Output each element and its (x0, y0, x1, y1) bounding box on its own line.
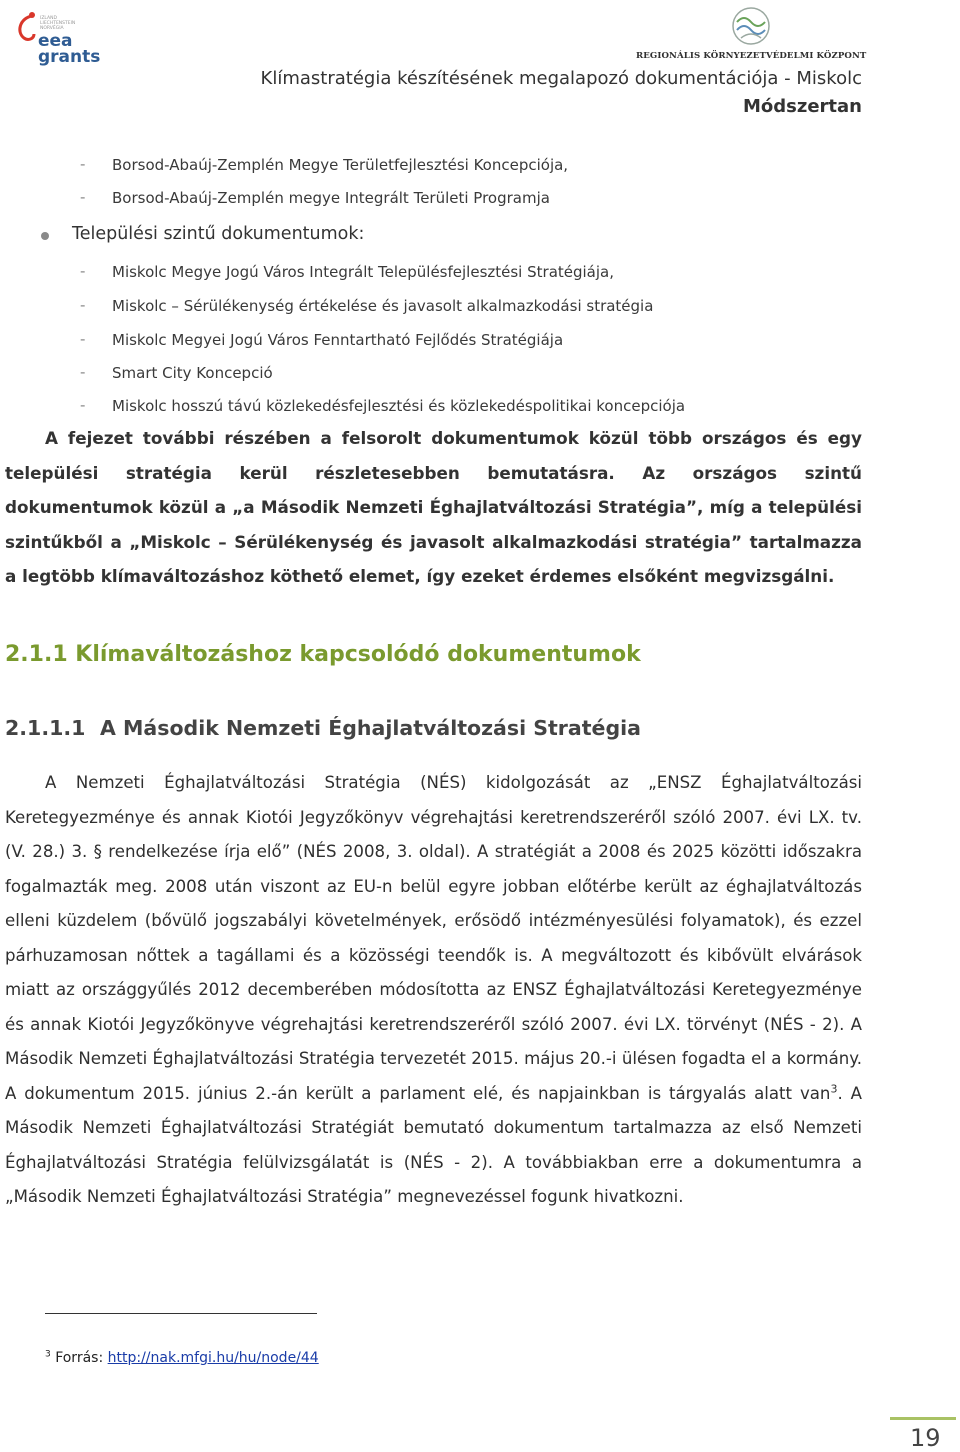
subsection-heading (5, 716, 641, 740)
logo-eea-text: eea (38, 31, 73, 51)
body-paragraph (5, 766, 862, 1215)
footnote-link[interactable]: http://nak.mfgi.hu/hu/node/44 (107, 1350, 319, 1366)
subsection-number: 2.1.1.1 (5, 716, 86, 740)
list-item: Borsod-Abaúj-Zemplén megye Integrált Területi Programja (112, 189, 550, 207)
footnote-separator (45, 1313, 317, 1314)
page-number: 19 (910, 1424, 941, 1452)
body-text-2: . A Második Nemzeti Éghajlatváltozási Stratégiát bemutató dokumentum tartalmazza az első Nemzeti Éghajlatváltozási Stratégia felülvizsgálatát is (NÉS - 2). A továbbiakban erre a dokumentumra a „Második Nemzeti Éghajlatváltozási Stratégia” megnevezéssel fogunk hivatkozni. (5, 1083, 862, 1206)
list-item: Miskolc hosszú távú közlekedésfejlesztési és közlekedéspolitikai koncepciója (112, 397, 686, 415)
footnote (45, 1350, 319, 1366)
list-dash: - (80, 296, 86, 314)
logo-small-text-3: NORVÉGIA (40, 26, 64, 31)
section-heading: 2.1.1 Klímaváltozáshoz kapcsolódó dokumentumok (5, 642, 641, 667)
footnote-reference: 3 (830, 1081, 838, 1095)
logo-grants-text: grants (38, 47, 101, 67)
list-dash: - (80, 396, 86, 414)
document-title: Klímastratégia készítésének megalapozó dokumentációja - Miskolc (260, 68, 862, 89)
list-dash: - (80, 363, 86, 381)
list-item: Miskolc Megyei Jogú Város Fenntartható Fejlődés Stratégiája (112, 331, 564, 349)
footnote-label: Forrás: (55, 1350, 108, 1366)
subsection-title: A Második Nemzeti Éghajlatváltozási Stratégia (100, 716, 641, 740)
bullet-heading: Települési szintű dokumentumok: (72, 224, 365, 244)
body-text-1: A Nemzeti Éghajlatváltozási Stratégia (NÉS) kidolgozását az „ENSZ Éghajlatváltozási Keretegyezménye és annak Kiotói Jegyzőkönyv végrehajtási keretrendszeréről szóló 2007. évi LX. tv. (V. 28.) 3. § rendelkezése írja elő” (NÉS 2008, 3. oldal). A stratégiát a 2008 és 2025 közötti időszakra fogalmazták meg. 2008 után viszont az EU-n belül egyre jobban előtérbe került az éghajlatváltozás elleni küzdelem (bővülő jogszabályi követelmények, erősödő intézményesülési folyamatok), és ezzel párhuzamosan nőttek a tagállami és a közösségi teendők is. A megváltozott és kibővült elvárások miatt az országgyűlés 2012 decemberében módosította az ENSZ Éghajlatváltozási Keretegyezménye és annak Kiotói Jegyzőkönyve végrehajtási keretrendszeréről szóló 2007. évi LX. törvényt (NÉS - 2). A Második Nemzeti Éghajlatváltozási Stratégia tervezetét 2015. május 20.-i ülésen fogadta el a kormány. A dokumentum 2015. június 2.-án került a parlament elé, és napjainkban is tárgyalás alatt van (5, 773, 862, 1103)
rec-emblem-icon (733, 8, 769, 44)
eea-swirl-icon (20, 12, 35, 39)
intro-text-2: Az országos szintű dokumentumok közül a „a Második Nemzeti Éghajlatváltozási Stratégia”, míg a települési szintűkből a „Miskolc – Sérülékenység és javasolt alkalmazkodási stratégia” tartalmazza a legtöbb klímaváltozáshoz köthető elemet, így ezeket érdemes elsőként megvizsgálni. (5, 462, 862, 586)
list-item: Miskolc – Sérülékenység értékelése és javasolt alkalmazkodási stratégia (112, 297, 654, 315)
intro-paragraph (5, 421, 862, 594)
intro-text-1: A fejezet további részében a felsorolt dokumentumok közül több országos és egy települési stratégia kerül részletesebben bemutatásra. (5, 428, 862, 483)
list-dash: - (80, 262, 86, 280)
list-item: Miskolc Megye Jogú Város Integrált Településfejlesztési Stratégiája, (112, 263, 615, 281)
list-dash: - (80, 155, 86, 173)
footnote-number: 3 (45, 1349, 51, 1360)
list-dash: - (80, 188, 86, 206)
logo-small-text-2: LIECHTENSTEIN (40, 21, 76, 26)
bullet-dot (41, 232, 49, 240)
rec-logo-text: REGIONÁLIS KÖRNYEZETVÉDELMI KÖZPONT (636, 51, 867, 61)
list-dash: - (80, 330, 86, 348)
section-title: Módszertan (742, 96, 862, 117)
page-number-rule (890, 1417, 956, 1420)
logo-small-text-1: IZLAND (40, 16, 57, 21)
list-item: Smart City Koncepció (112, 364, 273, 382)
eea-grants-logo (10, 6, 110, 68)
list-item: Borsod-Abaúj-Zemplén Megye Területfejlesztési Koncepciója, (112, 156, 569, 174)
